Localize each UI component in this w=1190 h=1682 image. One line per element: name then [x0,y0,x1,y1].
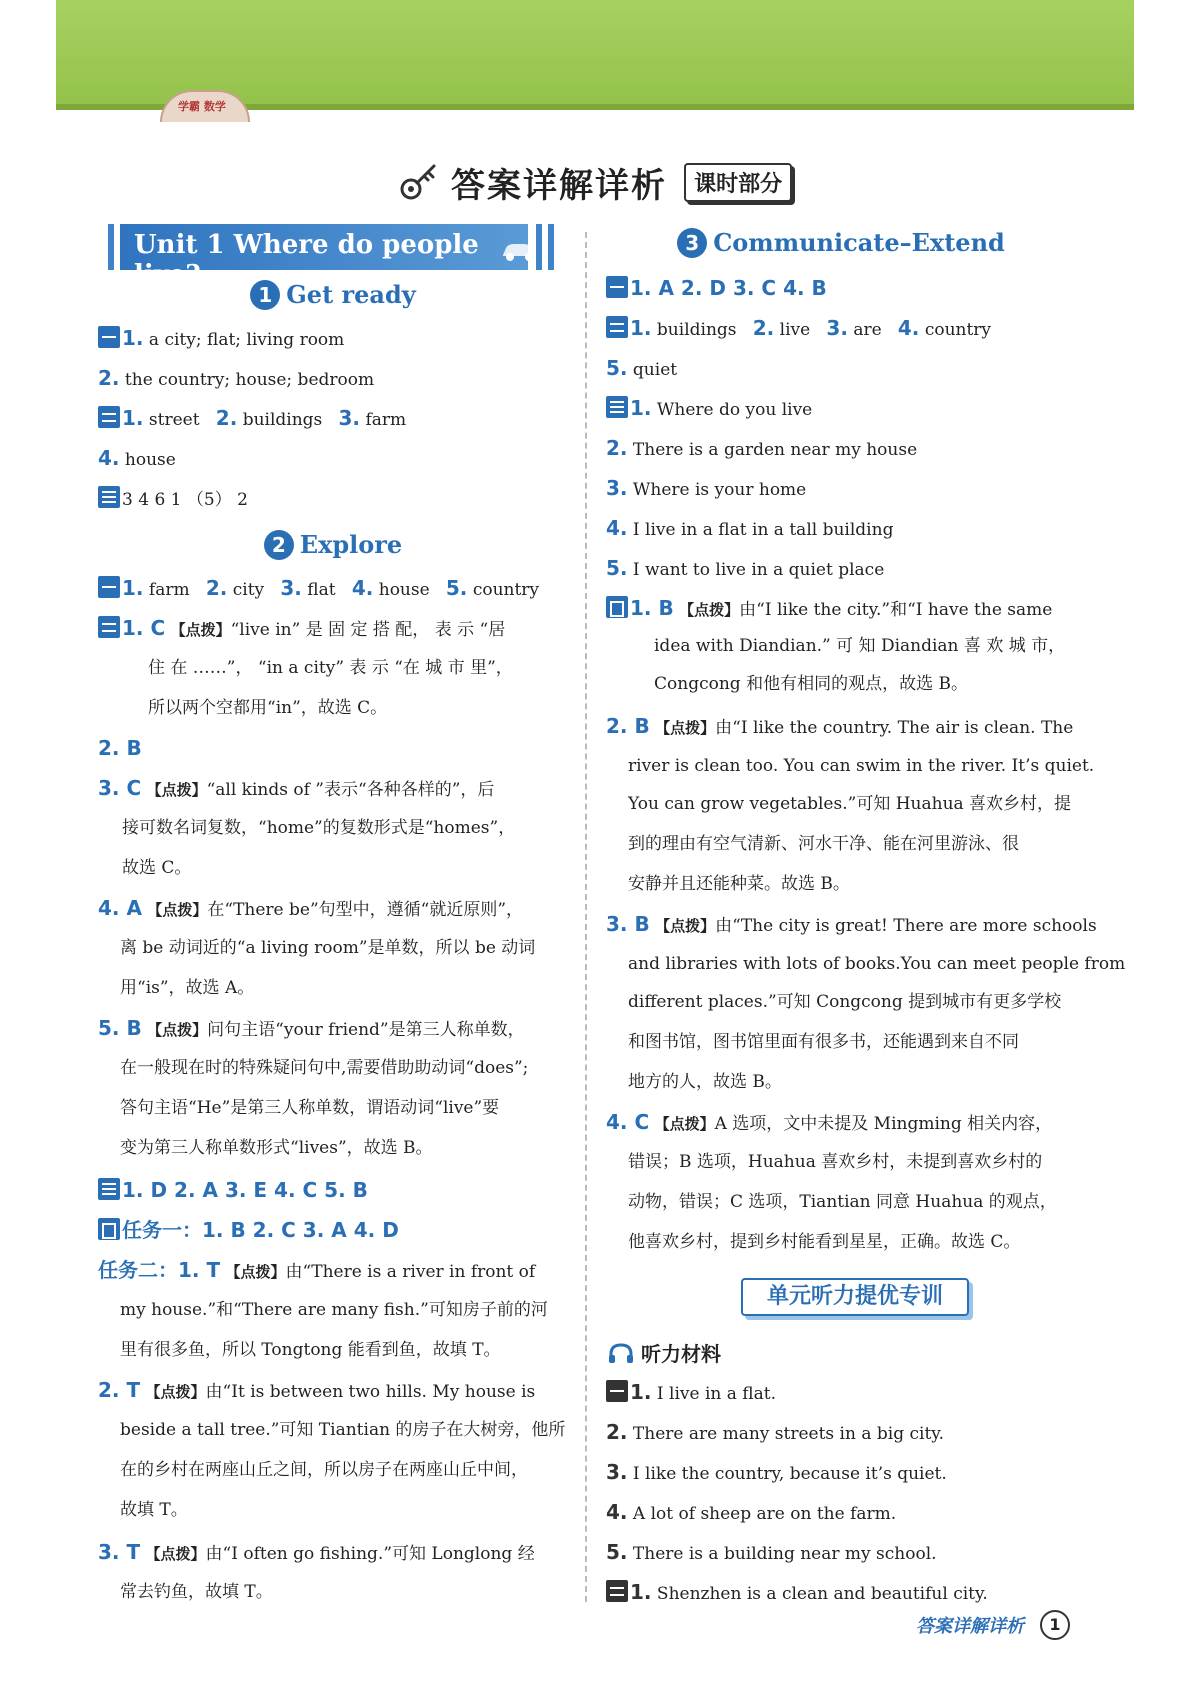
listen-4: 4. A lot of sheep are on the farm. [606,1500,897,1524]
ex-q4-task2-l2: my house.”和“There are many fish.”可知房子前的河 [120,1300,548,1320]
listen-1: 1. I live in a flat. [606,1380,776,1406]
ex2-q5-l3: 答句主语“He”是第三人称单数，谓语动词“live”要 [120,1098,500,1118]
key-icon [398,160,440,206]
c-q4-4-l1: 4. C 【点拨】A 选项，文中未提及 Mingming 相关内容， [606,1110,1053,1134]
ex2-q1-l1: 1. C 【点拨】“live in” 是 固 定 搭 配， 表 示 “居 [98,616,505,642]
page-header [0,158,1190,207]
page-number: 1 [1040,1610,1070,1640]
ex2-q4-l2: 离 be 动词近的“a living room”是单数，所以 be 动词 [120,938,536,958]
section-communicate: 3 Communicate–Extend [606,226,1076,258]
ex-q4-t2-2-l3: 在的乡村在两座山丘之间，所以房子在两座山丘中间， [120,1460,528,1480]
logo-text: 学霸 数学 [178,100,226,113]
headphones-icon [608,1342,634,1364]
listen-part2-1: 1. Shenzhen is a clean and beautiful city. [606,1580,988,1606]
ex2-q4-l3: 用“is”，故选 A。 [120,978,255,998]
c-q4-2-l3: You can grow vegetables.”可知 Huahua 喜欢乡村，提 [628,794,1072,814]
ex2-q5-l1: 5. B 【点拨】问句主语“your friend”是第三人称单数， [98,1016,525,1040]
part-one-icon [98,326,120,348]
listening-training-title: 单元听力提优专训 [741,1278,969,1316]
column-divider [585,232,587,1602]
c-q4-3-l2: and libraries with lots of books.You can meet people from [628,954,1126,974]
c-q4-3-l1: 3. B 【点拨】由“The city is great! There are more schools [606,912,1097,936]
part-one-icon [98,576,120,598]
ex-q4-task1: 任务一：1. B 2. C 3. A 4. D [98,1218,399,1244]
ex2-q3-l2: 接可数名词复数，“home”的复数形式是“homes”， [122,818,516,838]
part-one-icon [606,1380,628,1402]
page-title: 答案详解详析 [450,166,667,206]
part-two-icon [98,616,120,638]
c-q4-2-l5: 安静并且还能种菜。故选 B。 [628,874,850,894]
c-q3-4: 4. I live in a flat in a tall building [606,516,894,540]
c-q4-3-l5: 地方的人，故选 B。 [628,1072,782,1092]
c-q3-1: 1. Where do you live [606,396,812,422]
ex-q4-t2-2-l2: beside a tall tree.”可知 Tiantian 的房子在大树旁，他所 [120,1420,566,1440]
ex-q4-t2-2-l1: 2. T 【点拨】由“It is between two hills. My house is [98,1378,536,1402]
c-q4-2-l4: 到的理由有空气清新、河水干净、能在河里游泳、很 [628,834,1019,854]
part-three-icon [98,1178,120,1200]
ex-q4-task2-l1: 任务二：1. T 【点拨】由“There is a river in front of [98,1258,536,1282]
ex2-q5-l2: 在一般现在时的特殊疑问句中,需要借助助动词“does”; [120,1058,529,1078]
c-q4-1-l2: idea with Diandian.” 可 知 Diandian 喜 欢 城 市， [654,636,1066,656]
c-q4-2-l2: river is clean too. You can swim in the river. It’s quiet. [628,756,1095,776]
car-icon [500,240,540,262]
part-four-icon [606,596,628,618]
ex2-q4-l1: 4. A 【点拨】在“There be”句型中，遵循“就近原则”， [98,896,524,920]
c-q4-4-l4: 他喜欢乡村，提到乡村能看到星星，正确。故选 C。 [628,1232,1021,1252]
part-two-icon [606,316,628,338]
part-one-icon [606,276,628,298]
gr-q3: 3 4 6 1 （5） 2 [98,486,248,512]
c-q2-l1: 1. buildings 2. live 3. are 4. country [606,316,991,342]
part-four-icon [98,1218,120,1240]
section-explore: 2 Explore [108,528,558,560]
c-q4-1-l1: 1. B 【点拨】由“I like the city.”和“I have the same [606,596,1052,622]
listen-2: 2. There are many streets in a big city. [606,1420,945,1444]
ex-q4-t2-2-l4: 故填 T。 [120,1500,188,1520]
c-q4-1-l3: Congcong 和他有相同的观点，故选 B。 [654,674,968,694]
c-q4-3-l4: 和图书馆，图书馆里面有很多书，还能遇到来自不同 [628,1032,1019,1052]
ex-q1: 1. farm 2. city 3. flat 4. house 5. country [98,576,539,602]
part-two-icon [98,406,120,428]
c-q3-5: 5. I want to live in a quiet place [606,556,885,580]
section-get-ready: 1 Get ready [108,278,558,310]
part-two-icon [606,1580,628,1602]
gr-q1-line1: 1. a city; flat; living room [98,326,344,352]
listen-5: 5. There is a building near my school. [606,1540,937,1564]
ex2-q3-l3: 故选 C。 [122,858,192,878]
listen-3: 3. I like the country, because it’s quiet. [606,1460,947,1484]
ex2-q1-l3: 所以两个空都用“in”，故选 C。 [148,698,388,718]
ex2-q2: 2. B [98,736,142,760]
c-q4-4-l2: 错误；B 选项，Huahua 喜欢乡村，未提到喜欢乡村的 [628,1152,1043,1172]
listening-material-heading: 听力材料 [608,1338,721,1367]
section-tag: 课时部分 [684,163,792,202]
gr-q2-line2: 4. house [98,446,176,470]
ex-q4-task2-l3: 里有很多鱼，所以 Tongtong 能看到鱼，故填 T。 [120,1340,501,1360]
part-three-icon [98,486,120,508]
ex-q4-t2-3-l1: 3. T 【点拨】由“I often go fishing.”可知 Longlong 经 [98,1540,535,1564]
unit-title-bar [108,224,558,290]
c-q3-2: 2. There is a garden near my house [606,436,918,460]
c-q1: 1. A 2. D 3. C 4. B [606,276,827,302]
ex2-q1-l2: 住 在 ……”， “in a city” 表 示 “在 城 市 里”， [148,658,513,678]
c-q3-3: 3. Where is your home [606,476,807,500]
ex-q4-t2-3-l2: 常去钓鱼，故填 T。 [120,1582,273,1602]
c-q2-l2: 5. quiet [606,356,678,380]
ex-q3: 1. D 2. A 3. E 4. C 5. B [98,1178,368,1204]
ex2-q3-l1: 3. C 【点拨】“all kinds of ”表示“各种各样的”，后 [98,776,495,800]
gr-q1-line2: 2. the country; house; bedroom [98,366,375,390]
ex2-q5-l4: 变为第三人称单数形式“lives”，故选 B。 [120,1138,433,1158]
footer-label: 答案详解详析 [916,1616,1024,1637]
c-q4-4-l3: 动物，错误；C 选项，Tiantian 同意 Huahua 的观点， [628,1192,1057,1212]
c-q4-2-l1: 2. B 【点拨】由“I like the country. The air is clean. The [606,714,1074,738]
part-three-icon [606,396,628,418]
unit-title: Unit 1 Where do people live? [134,230,479,290]
c-q4-3-l3: different places.”可知 Congcong 提到城市有更多学校 [628,992,1062,1012]
gr-q2-line1: 1. street 2. buildings 3. farm [98,406,406,432]
